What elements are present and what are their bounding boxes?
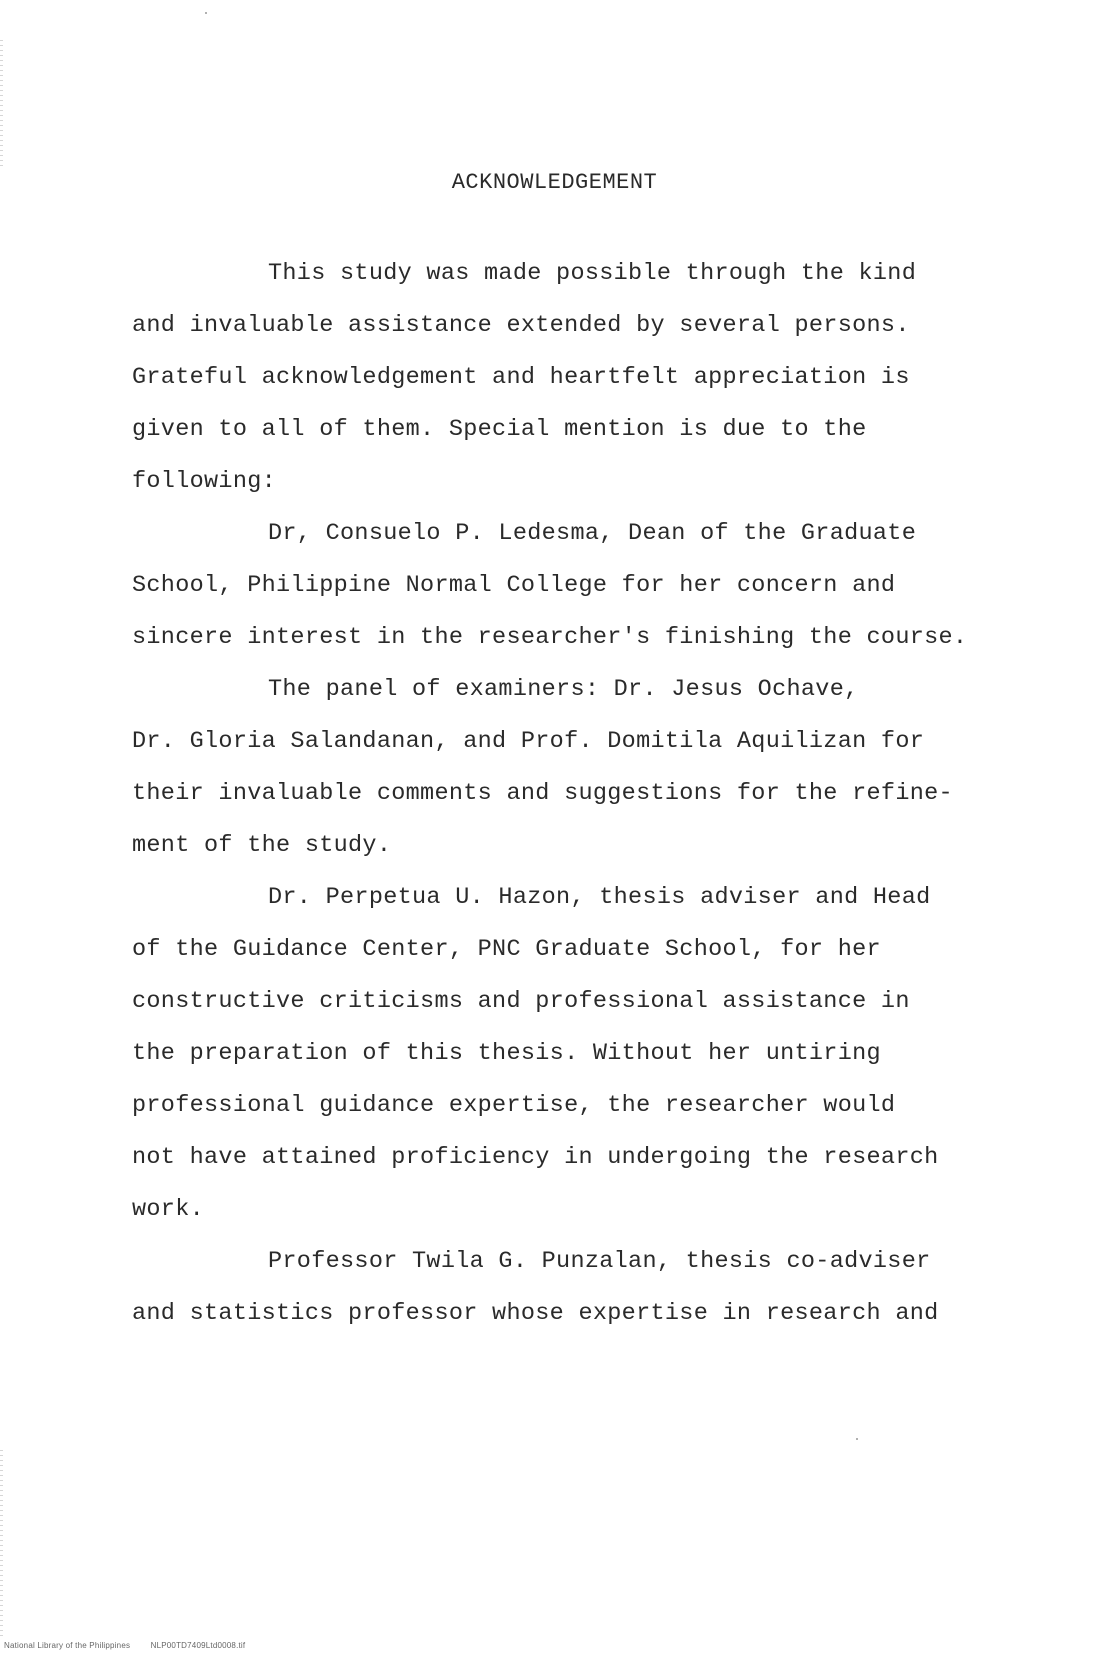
paragraph-panel (132, 664, 1052, 872)
text-line: Dr. Gloria Salandanan, and Prof. Domitila Aquilizan for (132, 728, 925, 755)
text-line: the preparation of this thesis. Without her untiring (132, 1040, 881, 1067)
file-id: NLP00TD7409Ltd0008.tif (150, 1641, 246, 1650)
text-line: This study was made possible through the kind (268, 260, 917, 287)
scan-speck (856, 1438, 858, 1440)
text-line: ment of the study. (132, 832, 392, 859)
text-line: constructive criticisms and professional assistance in (132, 988, 910, 1015)
text-line: following: (132, 468, 277, 495)
text-line: The panel of examiners: Dr. Jesus Ochave, (268, 676, 859, 703)
paragraph-punzalan (132, 1236, 1052, 1340)
page-title: ACKNOWLEDGEMENT (451, 170, 658, 195)
text-line: School, Philippine Normal College for her concern and (132, 572, 896, 599)
text-line: and invaluable assistance extended by several persons. (132, 312, 910, 339)
text-line: Grateful acknowledgement and heartfelt appreciation is (132, 364, 910, 391)
text-line: not have attained proficiency in undergoing the research (132, 1144, 939, 1171)
text-line: Professor Twila G. Punzalan, thesis co-adviser (268, 1248, 931, 1275)
scan-edge-top (0, 40, 3, 170)
library-credit: National Library of the Philippines (4, 1641, 131, 1650)
text-line: of the Guidance Center, PNC Graduate School, for her (132, 936, 881, 963)
paragraph-ledesma (132, 508, 1052, 664)
document-body (132, 248, 1052, 1340)
paragraph-intro (132, 248, 1052, 508)
text-line: professional guidance expertise, the researcher would (132, 1092, 896, 1119)
scan-footer (4, 1641, 263, 1650)
paragraph-hazon (132, 872, 1052, 1236)
scan-edge-bottom (0, 1450, 3, 1640)
scan-speck (205, 12, 207, 14)
text-line: Dr. Perpetua U. Hazon, thesis adviser and Head (268, 884, 931, 911)
text-line: work. (132, 1196, 205, 1223)
text-line: and statistics professor whose expertise in research and (132, 1300, 939, 1327)
text-line: given to all of them. Special mention is due to the (132, 416, 867, 443)
text-line: sincere interest in the researcher's finishing the course. (132, 624, 968, 651)
text-line: Dr, Consuelo P. Ledesma, Dean of the Graduate (268, 520, 917, 547)
text-line: their invaluable comments and suggestions for the refine- (132, 780, 953, 807)
